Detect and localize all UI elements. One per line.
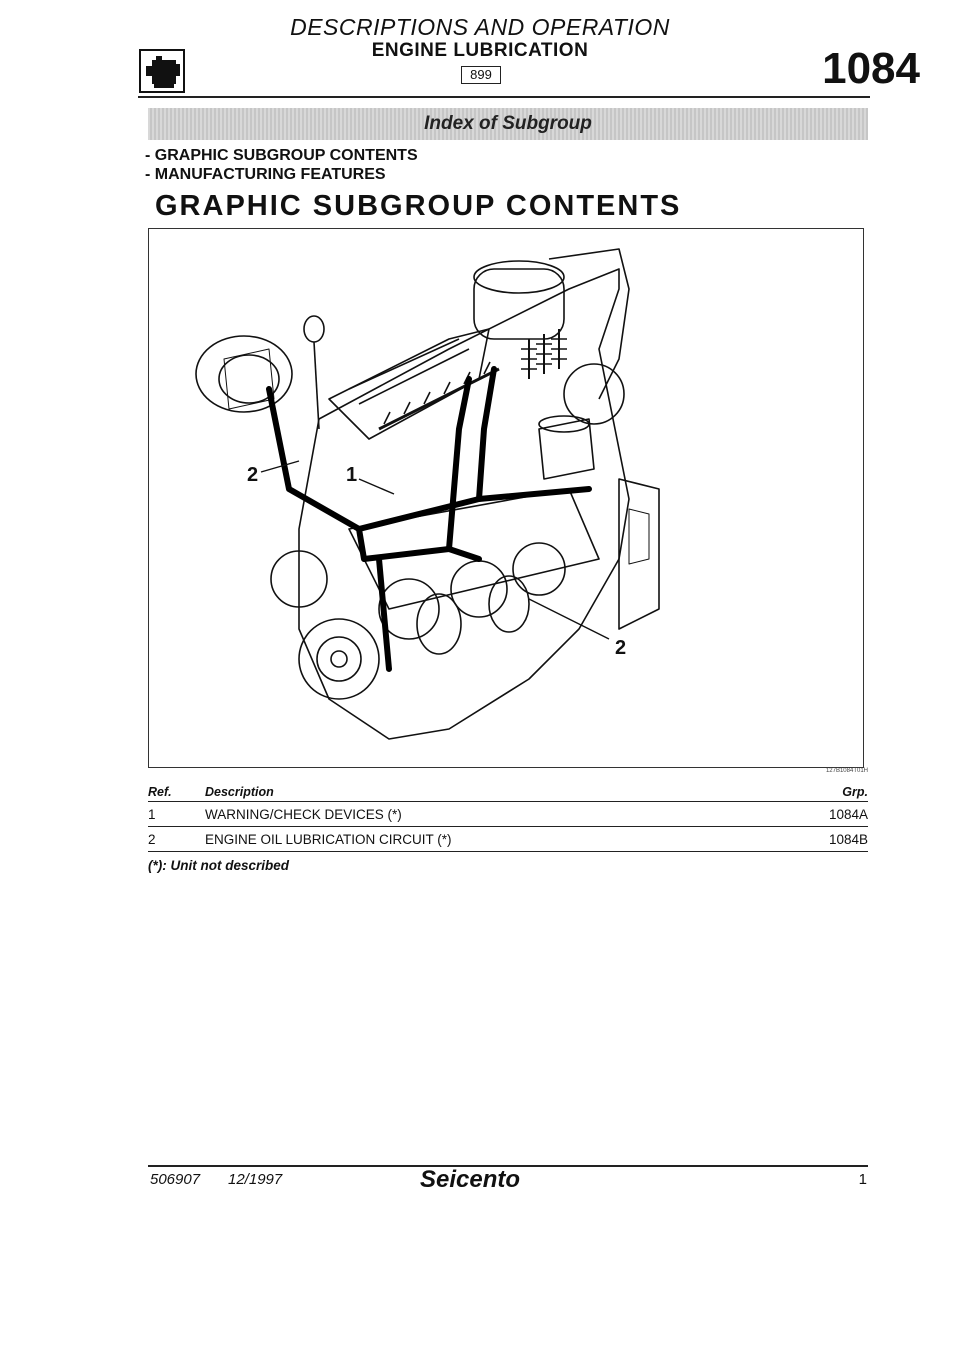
table-footnote: (*): Unit not described (148, 858, 289, 873)
index-heading: Index of Subgroup (148, 108, 868, 140)
callout-label: 1 (346, 464, 358, 486)
table-header-row (148, 783, 868, 802)
table-row (148, 802, 868, 827)
footer-model-name: Seicento (420, 1166, 521, 1193)
row-group: 1084A (828, 807, 868, 822)
footer-doc-code: 506907 (150, 1171, 201, 1188)
footer-date: 12/1997 (228, 1171, 283, 1188)
engine-drawing (149, 229, 862, 766)
section-title: DESCRIPTIONS AND OPERATION (290, 14, 670, 40)
column-header-ref: Ref. (148, 785, 172, 799)
page-box-number: 899 (461, 66, 501, 84)
row-ref: 2 (148, 832, 156, 847)
header-divider (138, 96, 870, 98)
callout-label: 2 (247, 464, 259, 486)
group-number: 1084 (822, 44, 920, 93)
column-header-description: Description (205, 785, 274, 799)
table-row (148, 827, 868, 852)
page-number: 1 (858, 1171, 867, 1188)
callout-label: 2 (615, 637, 627, 659)
figure-code: 127B1084T01H (825, 768, 868, 774)
toc-item-graphic-contents[interactable]: - GRAPHIC SUBGROUP CONTENTS (145, 147, 418, 164)
toc-item-manufacturing-features[interactable]: - MANUFACTURING FEATURES (145, 166, 386, 183)
subsection-title: ENGINE LUBRICATION (371, 40, 589, 61)
contents-table (148, 783, 868, 852)
row-description: ENGINE OIL LUBRICATION CIRCUIT (*) (205, 832, 452, 847)
engine-block-icon (138, 48, 186, 94)
row-description: WARNING/CHECK DEVICES (*) (205, 807, 402, 822)
column-header-group: Grp. (842, 785, 868, 799)
row-group: 1084B (828, 832, 868, 847)
engine-lubrication-figure (148, 228, 864, 768)
row-ref: 1 (148, 807, 156, 822)
graphic-contents-heading: GRAPHIC SUBGROUP CONTENTS (155, 190, 682, 222)
